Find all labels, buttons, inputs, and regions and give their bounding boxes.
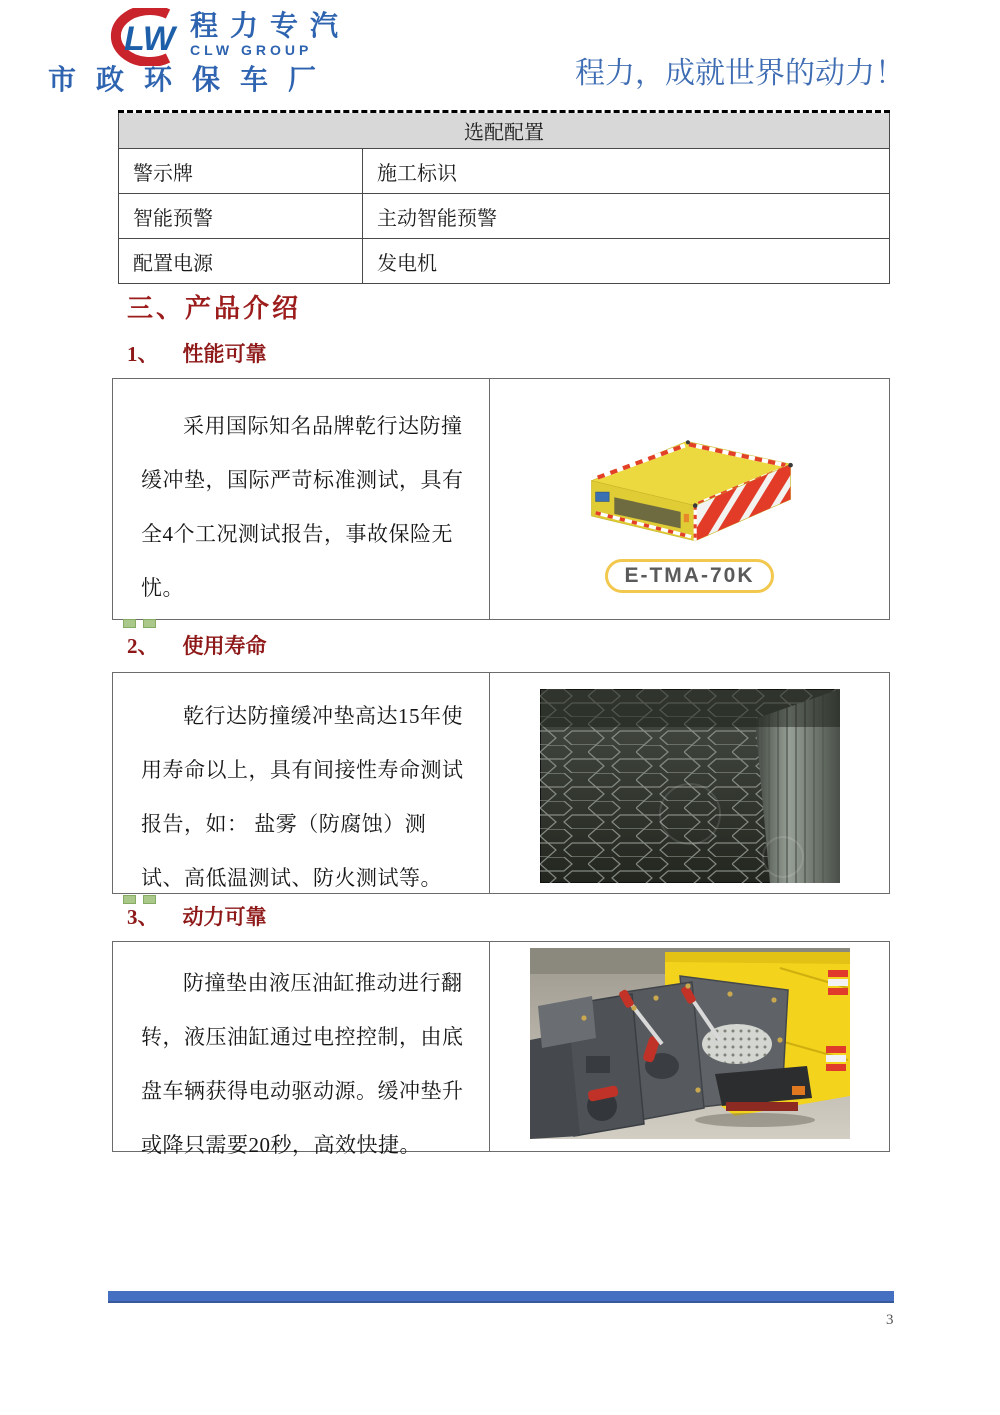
company-slogan: 程力，成就世界的动力！ (575, 57, 905, 90)
subsection-heading-1 (127, 338, 267, 368)
feature-box-lifespan (112, 672, 890, 894)
page-number: 3 (886, 1312, 894, 1328)
subsection-number: 1、 (127, 342, 159, 366)
hydraulic-mechanism-photo (530, 948, 850, 1139)
brand-name-cn: 程力专汽 (190, 10, 351, 41)
optional-config-table (118, 110, 890, 284)
honeycomb-photo (540, 689, 840, 883)
green-bullet (143, 619, 156, 628)
subsection-number: 2、 (127, 634, 159, 658)
green-bullet (123, 619, 136, 628)
footer-divider-bar (108, 1291, 894, 1303)
config-value: 主动智能预警 (363, 194, 890, 239)
subsection-label: 使用寿命 (182, 634, 267, 658)
subsection-heading-2 (127, 630, 267, 660)
table-row (119, 194, 890, 239)
subsection-label: 动力可靠 (182, 905, 267, 929)
brand-name-en: CLW GROUP (190, 42, 313, 58)
product-model-label: E-TMA-70K (605, 559, 773, 593)
table-row (119, 239, 890, 284)
green-bullets (123, 619, 156, 628)
table-title: 选配配置 (119, 113, 890, 149)
feature-text: 采用国际知名品牌乾行达防撞缓冲垫，国际严苛标准测试，具有全4个工况测试报告，事故保险无忧。 (141, 414, 464, 600)
svg-text:LW: LW (124, 20, 175, 58)
config-label: 智能预警 (119, 194, 363, 239)
feature-text: 防撞垫由液压油缸推动进行翻转，液压油缸通过电控控制，由底盘车辆获得电动驱动源。缓冲垫升或降只需要20秒，高效快捷。 (141, 971, 464, 1157)
feature-box-performance (112, 378, 890, 620)
config-label: 警示牌 (119, 149, 363, 194)
config-value: 施工标识 (363, 149, 890, 194)
subsection-label: 性能可靠 (182, 342, 267, 366)
factory-name: 市政环保车厂 (48, 64, 337, 95)
subsection-number: 3、 (127, 905, 159, 929)
feature-box-power (112, 941, 890, 1157)
crash-cushion-illustration (580, 433, 800, 545)
section-title: 三、产品介绍 (127, 293, 302, 323)
config-value: 发电机 (363, 239, 890, 284)
feature-text: 乾行达防撞缓冲垫高达15年使用寿命以上，具有间接性寿命测试报告，如： 盐雾（防腐蚀）测试、高低温测试、防火测试等。 (141, 704, 464, 890)
subsection-heading-3 (127, 901, 267, 931)
table-row (119, 149, 890, 194)
table-header-row (119, 113, 890, 149)
config-label: 配置电源 (119, 239, 363, 284)
